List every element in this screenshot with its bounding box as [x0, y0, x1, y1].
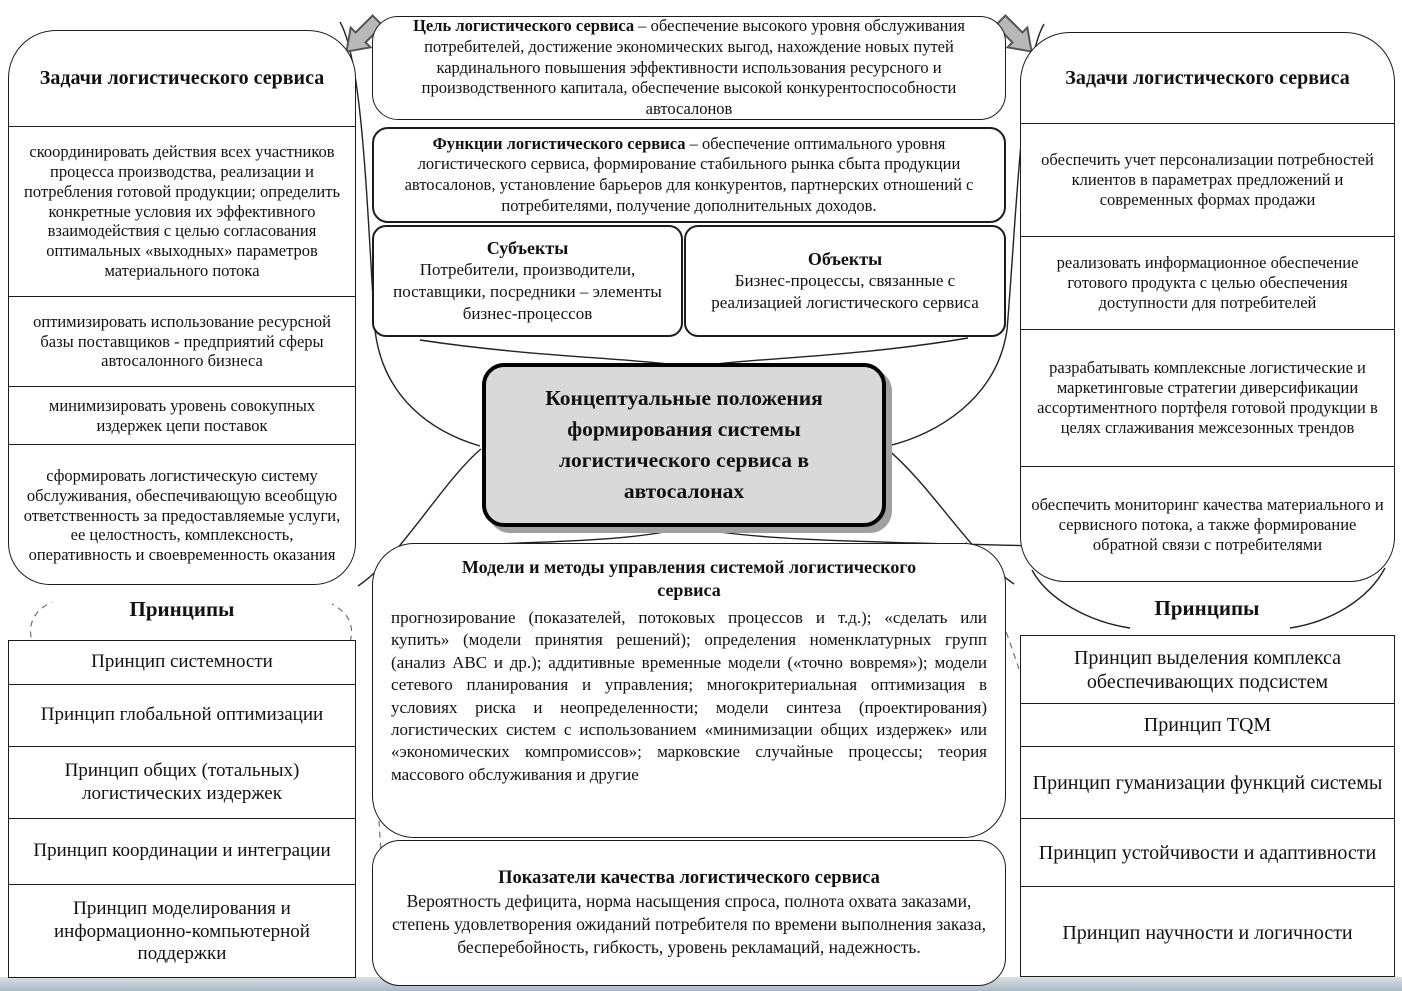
left-principle-item: Принцип моделирования и информационно-компьютерной поддержки: [9, 884, 355, 978]
left-task-item: оптимизировать использование ресурсной базы поставщиков - предприятий сферы автосалонного бизнеса: [9, 296, 355, 386]
left-task-item: скоординировать действия всех участников процесса производства, реализации и потребления готовой продукции; определить конкретные условия их эффективного взаимодействия с целью согласования оптимальных «выходных» параметров материального потока: [9, 126, 355, 296]
right-task-item: разрабатывать комплексные логистические и маркетинговые стратегии диверсификации ассортиментного портфеля готовой продукции в целях сглаживания межсезонных трендов: [1021, 329, 1394, 466]
right-task-item: обеспечить учет персонализации потребностей клиентов в параметрах предложений и современных формах продажи: [1021, 123, 1394, 236]
goal-rest: – обеспечение высокого уровня обслуживания потребителей, достижение экономических выгод, нахождение новых путей кардинального повышения эффективности использования ресурсного и производственного капитала, обеспечение высокой конкурентоспособности автосалонов: [421, 16, 965, 118]
right-tasks-box: [1020, 32, 1395, 582]
core-concept-box: [482, 363, 886, 527]
goal-lead: Цель логистического сервиса: [413, 16, 635, 36]
right-task-item: реализовать информационное обеспечение готового продукта с целью обеспечения доступности для потребителей: [1021, 236, 1394, 329]
functions-box: [372, 127, 1006, 223]
indicators-text: Вероятность дефицита, норма насыщения спроса, полнота охвата заказами, степень удовлетворения ожиданий потребителя по времени выполнения заказа, бесперебойность, гибкость, уровень рекламаций, надежность.: [392, 891, 986, 957]
right-task-item: обеспечить мониторинг качества материального и сервисного потока, а также формирование обратной связи с потребителями: [1021, 466, 1394, 582]
objects-box: [684, 225, 1006, 337]
indicators-box: [372, 840, 1006, 986]
right-principles-box: [1020, 635, 1395, 977]
subjects-text: Потребители, производители, поставщики, посредники – элементы бизнес-процессов: [393, 260, 662, 324]
goal-box: [372, 16, 1006, 120]
right-principle-item: Принцип устойчивости и адаптивности: [1021, 818, 1394, 886]
left-principle-item: Принцип системности: [91, 651, 273, 673]
left-task-item: сформировать логистическую систему обслуживания, обеспечивающую всеобщую ответственность за предоставляемые услуги, ее целостность, комплексность, оперативность и своевременность оказания: [9, 444, 355, 585]
objects-text: Бизнес-процессы, связанные с реализацией логистического сервиса: [711, 271, 979, 313]
objects-title: Объекты: [807, 248, 883, 269]
indicators-title: Показатели качества логистического сервиса: [498, 868, 880, 889]
functions-text: [390, 134, 988, 217]
right-principle-item: Принцип выделения комплекса обеспечивающих подсистем: [1073, 646, 1342, 693]
functions-rest: – обеспечение оптимального уровня логистического сервиса, формирование стабильного рынка сбыта продукции автосалонов, установление барьеров для конкурентов, партнерских отношений с потребителями, получение дополнительных доходов.: [404, 133, 974, 215]
subjects-box: [372, 225, 683, 337]
left-tasks-title: Задачи логистического сервиса: [39, 67, 325, 89]
goal-text: [389, 16, 989, 119]
left-principle-item: Принцип координации и интеграции: [9, 818, 355, 884]
right-principle-item: Принцип гуманизации функций системы: [1021, 746, 1394, 818]
functions-lead: Функции логистического сервиса: [432, 133, 686, 153]
left-task-item: минимизировать уровень совокупных издержек цепи поставок: [9, 386, 355, 444]
left-principles-box: [8, 640, 356, 978]
core-concept-text: Концептуальные положения формирования системы логистического сервиса в автосалонах: [545, 385, 823, 504]
subjects-title: Субъекты: [486, 237, 569, 258]
right-principles-title: Принципы: [1154, 596, 1260, 620]
models-text: прогнозирование (показателей, потоковых процессов и т.д.); «сделать или купить» (модели принятия решений); определения номенклатурных групп (анализ АВС и др.); аддитивные временные модели («точно вовремя»); модели сетевого планирования и управления; многокритериальная оптимизация в условиях риска и неопределенности; модели синтеза (проектирования) логистических систем с использованием «минимизации общих издержек» или «экономических компромиссов»; марковские случайные процессы; теория массового обслуживания и другие: [391, 607, 987, 784]
models-title: Модели и методы управления системой логистического сервиса: [461, 557, 917, 601]
models-box: [372, 543, 1006, 838]
right-principle-item: Принцип научности и логичности: [1021, 886, 1394, 977]
left-tasks-box: [8, 30, 356, 585]
left-principle-item: Принцип глобальной оптимизации: [9, 684, 355, 746]
right-tasks-title: Задачи логистического сервиса: [1065, 66, 1350, 89]
left-principle-item: Принцип общих (тотальных) логистических издержек: [9, 746, 355, 818]
left-principles-title: Принципы: [129, 597, 235, 621]
right-principle-item: Принцип TQM: [1021, 703, 1394, 746]
